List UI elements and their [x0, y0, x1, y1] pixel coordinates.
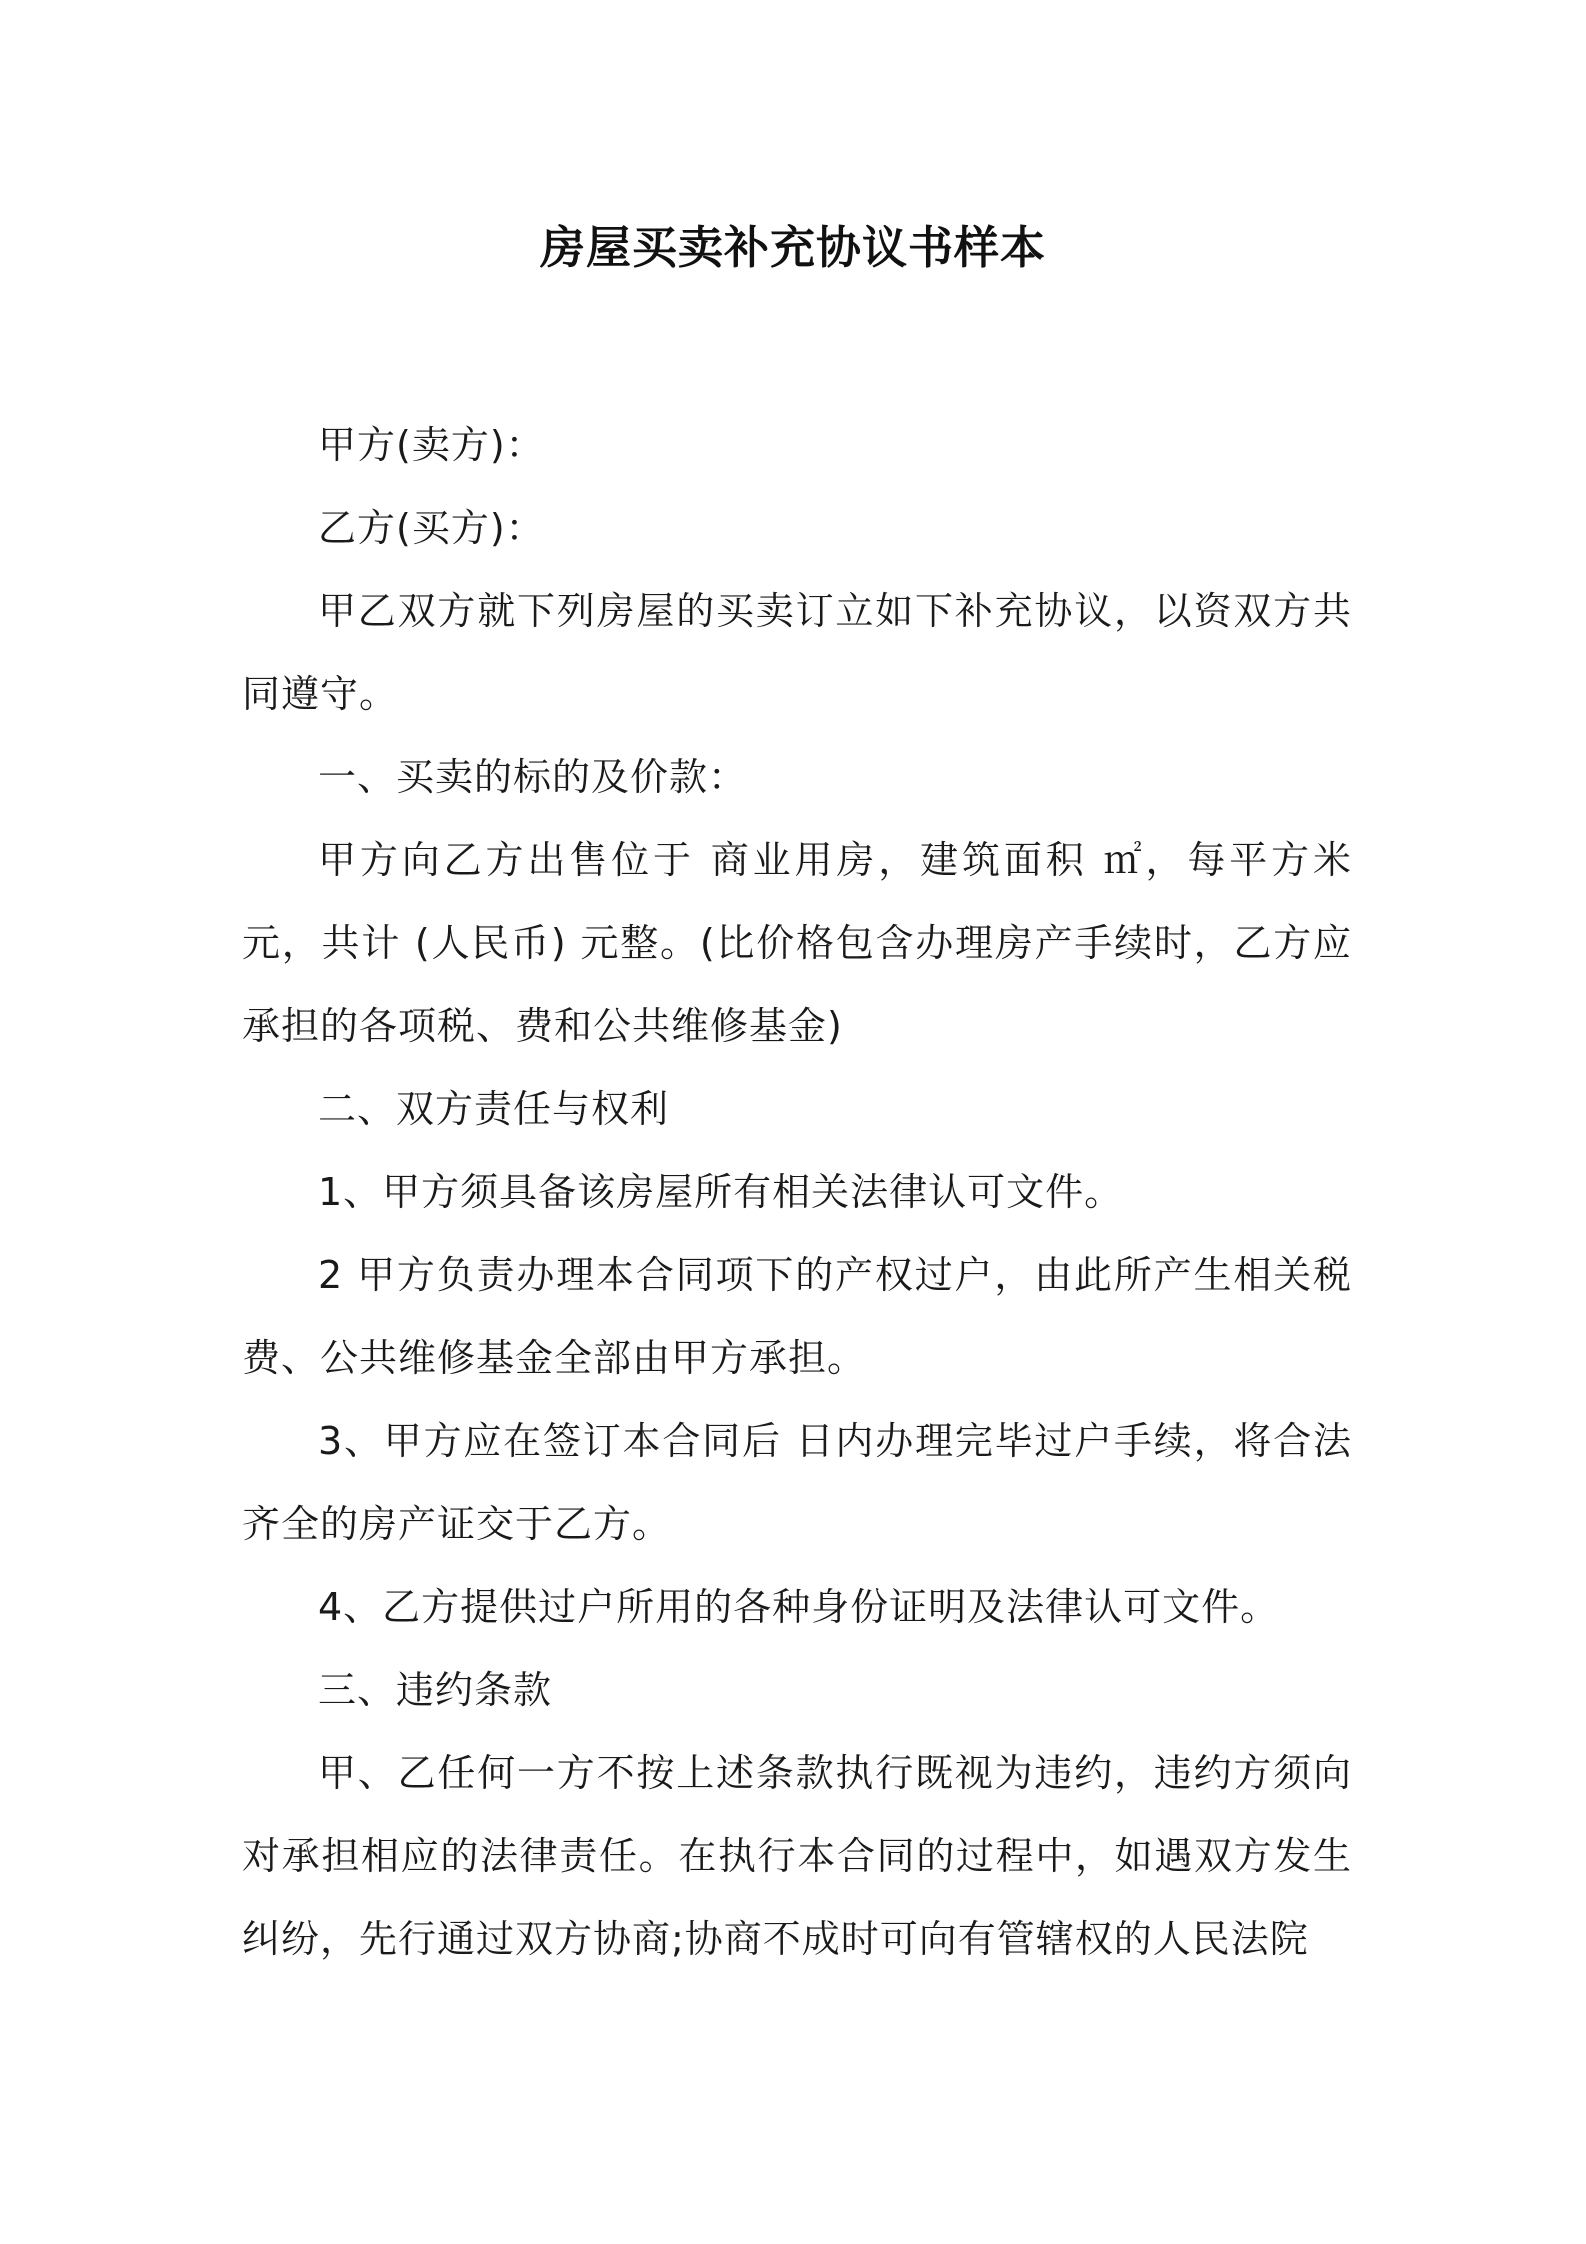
party-a-line: 甲方(卖方)： [318, 423, 545, 467]
clause-4: 4、乙方提供过户所用的各种身份证明及法律认可文件。 [318, 1585, 1280, 1629]
breach-paragraph: 甲、乙任何一方不按上述条款执行既视为违约，违约方须向对承担相应的法律责任。在执行本合同的过程中，如遇双方发生纠纷，先行通过双方协商;协商不成时可向有管辖权的人民法院 [242, 1751, 1352, 1961]
preamble-paragraph: 甲乙双方就下列房屋的买卖订立如下补充协议，以资双方共同遵守。 [242, 589, 1352, 716]
clause-1: 1、甲方须具备该房屋所有相关法律认可文件。 [318, 1170, 1124, 1214]
section-heading-2: 二、双方责任与权利 [318, 1087, 670, 1131]
document-title: 房屋买卖补充协议书样本 [539, 221, 1046, 274]
party-b-line: 乙方(买方)： [318, 506, 545, 550]
section-heading-3: 三、违约条款 [318, 1668, 553, 1712]
sale-terms-paragraph: 甲方向乙方出售位于 商业用房，建筑面积 ㎡，每平方米 元，共计 (人民币) 元整。(比价格包含办理房产手续时，乙方应承担的各项税、费和公共维修基金) [242, 838, 1352, 1048]
clause-3: 3、甲方应在签订本合同后 日内办理完毕过户手续，将合法齐全的房产证交于乙方。 [242, 1419, 1352, 1546]
section-heading-1: 一、买卖的标的及价款： [318, 755, 748, 799]
clause-2: 2 甲方负责办理本合同项下的产权过户，由此所产生相关税费、公共维修基金全部由甲方承担。 [242, 1253, 1352, 1380]
document-body [242, 404, 1352, 1981]
